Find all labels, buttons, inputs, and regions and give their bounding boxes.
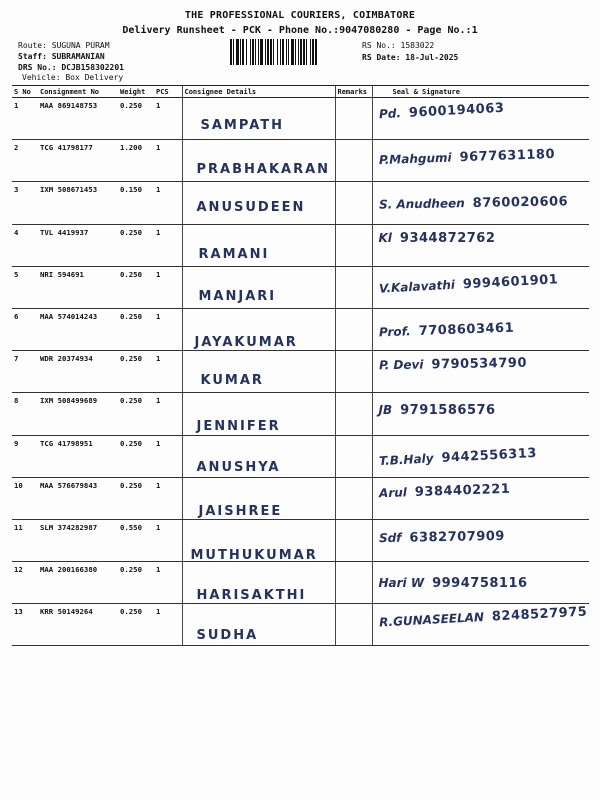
cell-remarks <box>335 604 372 646</box>
cell-signature <box>372 604 589 646</box>
cell-signature <box>372 519 589 561</box>
cell-weight: 0.250 <box>118 477 154 519</box>
cell-remarks <box>335 140 372 182</box>
cell-consignment-no: TVL 4419937 <box>38 224 118 266</box>
cell-weight: 0.250 <box>118 266 154 308</box>
signature-name: P. Devi <box>378 357 424 373</box>
signature-phone: 9994758116 <box>432 576 528 592</box>
cell-sno: 4 <box>12 224 38 266</box>
company-name: THE PROFESSIONAL COURIERS, COIMBATORE <box>184 10 416 21</box>
route-label: Route: SUGUNA PURAM <box>18 41 110 50</box>
signature-phone: 7708603461 <box>417 320 514 339</box>
signature-phone: 9677631180 <box>458 147 555 166</box>
cell-signature <box>372 98 589 140</box>
signature-name: Hari W <box>378 576 425 591</box>
cell-consignment-no: NRI 594691 <box>38 266 118 308</box>
cell-sno: 7 <box>12 351 38 393</box>
table-row <box>12 98 589 140</box>
drs-number: DRS No.: DCJB158302201 <box>18 63 124 72</box>
cell-weight: 0.250 <box>118 393 154 435</box>
cell-sno: 3 <box>12 182 38 224</box>
cell-consignee <box>182 224 335 266</box>
table-header-row <box>12 86 589 98</box>
consignee-name: ANUSUDEEN <box>196 200 306 216</box>
cell-remarks <box>335 351 372 393</box>
signature-name: R.GUNASEELAN <box>378 610 484 630</box>
signature-phone: 9791586576 <box>400 403 496 419</box>
consignee-name: MANJARI <box>198 288 277 304</box>
table-row <box>12 519 589 561</box>
signature-scrawl <box>378 147 554 168</box>
cell-weight: 0.250 <box>118 562 154 604</box>
signature-phone: 9344872762 <box>399 230 496 246</box>
signature-name: Pd. <box>378 106 401 122</box>
col-sno: S No <box>12 86 38 98</box>
cell-consignee <box>182 182 335 224</box>
cell-remarks <box>335 393 372 435</box>
consignee-name: HARISAKTHI <box>196 588 307 604</box>
cell-signature <box>372 351 589 393</box>
cell-sno: 8 <box>12 393 38 435</box>
table-row <box>12 182 589 224</box>
cell-sno: 2 <box>12 140 38 182</box>
cell-pcs: 1 <box>154 351 182 393</box>
table-row <box>12 308 589 350</box>
cell-pcs: 1 <box>154 308 182 350</box>
cell-sno: 5 <box>12 266 38 308</box>
cell-consignment-no: MAA 576679843 <box>38 477 118 519</box>
cell-consignee <box>182 351 335 393</box>
signature-name: Arul <box>378 485 407 500</box>
signature-name: Prof. <box>378 324 411 340</box>
rs-date: RS Date: 18-Jul-2025 <box>362 53 459 62</box>
cell-consignee <box>182 562 335 604</box>
cell-consignee <box>182 140 335 182</box>
cell-consignee <box>182 477 335 519</box>
cell-weight: 0.250 <box>118 98 154 140</box>
cell-pcs: 1 <box>154 224 182 266</box>
cell-signature <box>372 182 589 224</box>
table-row <box>12 477 589 519</box>
signature-scrawl <box>378 445 537 468</box>
signature-name: Sdf <box>378 530 402 545</box>
cell-consignee <box>182 604 335 646</box>
signature-scrawl <box>379 576 528 591</box>
cell-remarks <box>335 266 372 308</box>
cell-signature <box>372 266 589 308</box>
cell-signature <box>372 140 589 182</box>
cell-weight: 0.250 <box>118 435 154 477</box>
cell-signature <box>372 435 589 477</box>
runsheet-table <box>12 85 589 646</box>
signature-scrawl <box>379 231 496 246</box>
table-row <box>12 393 589 435</box>
cell-weight: 0.250 <box>118 224 154 266</box>
cell-consignment-no: MAA 574014243 <box>38 308 118 350</box>
vehicle-label: Vehicle: Box Delivery <box>22 73 124 82</box>
signature-scrawl <box>378 272 558 296</box>
signature-phone: 9384402221 <box>414 481 511 500</box>
cell-signature <box>372 308 589 350</box>
cell-weight: 1.200 <box>118 140 154 182</box>
cell-consignment-no: MAA 200166380 <box>38 562 118 604</box>
signature-phone: 8760020606 <box>472 194 568 212</box>
cell-consignment-no: TCG 41798951 <box>38 435 118 477</box>
cell-consignee <box>182 98 335 140</box>
cell-pcs: 1 <box>154 182 182 224</box>
cell-sno: 6 <box>12 308 38 350</box>
cell-consignee <box>182 435 335 477</box>
cell-consignment-no: TCG 41798177 <box>38 140 118 182</box>
cell-consignee <box>182 393 335 435</box>
table-row <box>12 562 589 604</box>
cell-pcs: 1 <box>154 477 182 519</box>
cell-weight: 0.250 <box>118 308 154 350</box>
cell-remarks <box>335 562 372 604</box>
signature-name: S. Anudheen <box>378 196 465 213</box>
cell-sno: 11 <box>12 519 38 561</box>
cell-consignee <box>182 266 335 308</box>
consignee-name: JAYAKUMAR <box>194 334 298 350</box>
cell-pcs: 1 <box>154 604 182 646</box>
signature-phone: 8248527975 <box>491 604 588 625</box>
cell-consignment-no: KRR 50149264 <box>38 604 118 646</box>
signature-phone: 9600194063 <box>408 100 505 121</box>
col-consignee: Consignee Details <box>182 86 335 98</box>
cell-consignment-no: IXM 508671453 <box>38 182 118 224</box>
cell-sno: 9 <box>12 435 38 477</box>
table-row <box>12 435 589 477</box>
cell-weight: 0.150 <box>118 182 154 224</box>
consignee-name: JAISHREE <box>198 503 283 519</box>
col-weight: Weight <box>118 86 154 98</box>
signature-name: JB <box>378 403 393 418</box>
col-pcs: PCS <box>154 86 182 98</box>
cell-consignee <box>182 308 335 350</box>
cell-consignee <box>182 519 335 561</box>
signature-scrawl <box>378 321 514 341</box>
rs-number: RS No.: 1583022 <box>362 41 435 50</box>
barcode <box>230 39 347 65</box>
cell-consignment-no: IXM 508499689 <box>38 393 118 435</box>
cell-weight: 0.250 <box>118 604 154 646</box>
cell-remarks <box>335 435 372 477</box>
signature-scrawl <box>378 481 510 501</box>
cell-sno: 13 <box>12 604 38 646</box>
signature-name: T.B.Haly <box>378 450 434 468</box>
signature-name: V.Kalavathi <box>378 277 455 296</box>
col-signature: Seal & Signature <box>372 86 589 98</box>
signature-phone: 9442556313 <box>440 445 537 466</box>
signature-name: Kl <box>378 230 392 245</box>
signature-scrawl <box>378 356 526 374</box>
cell-remarks <box>335 308 372 350</box>
cell-remarks <box>335 224 372 266</box>
signature-phone: 9994601901 <box>462 272 559 293</box>
staff-label: Staff: SUBRAMANIAN <box>18 52 105 61</box>
cell-pcs: 1 <box>154 98 182 140</box>
table-row <box>12 266 589 308</box>
cell-consignment-no: WDR 20374934 <box>38 351 118 393</box>
signature-scrawl <box>379 403 496 418</box>
cell-weight: 0.250 <box>118 351 154 393</box>
cell-weight: 0.550 <box>118 519 154 561</box>
table-row <box>12 351 589 393</box>
cell-sno: 10 <box>12 477 38 519</box>
runsheet-title: Delivery Runsheet - PCK - Phone No.:9047080280 - Page No.:1 <box>122 25 478 36</box>
cell-remarks <box>335 519 372 561</box>
table-row <box>12 140 589 182</box>
consignee-name: RAMANI <box>198 246 270 262</box>
cell-sno: 12 <box>12 562 38 604</box>
cell-signature <box>372 477 589 519</box>
barcode-bar <box>315 39 317 65</box>
cell-pcs: 1 <box>154 393 182 435</box>
table-row <box>12 224 589 266</box>
cell-remarks <box>335 182 372 224</box>
consignee-name: PRABHAKARAN <box>196 162 331 178</box>
cell-consignment-no: MAA 869148753 <box>38 98 118 140</box>
signature-phone: 9790534790 <box>430 355 527 373</box>
cell-sno: 1 <box>12 98 38 140</box>
consignee-name: MUTHUKUMAR <box>190 547 318 563</box>
cell-pcs: 1 <box>154 562 182 604</box>
cell-pcs: 1 <box>154 435 182 477</box>
cell-remarks <box>335 477 372 519</box>
cell-consignment-no: SLM 374282987 <box>38 519 118 561</box>
col-consignment: Consignment No <box>38 86 118 98</box>
consignee-name: JENNIFER <box>196 419 281 435</box>
cell-signature <box>372 393 589 435</box>
table-row <box>12 604 589 646</box>
cell-pcs: 1 <box>154 140 182 182</box>
signature-name: P.Mahgumi <box>378 150 452 168</box>
cell-pcs: 1 <box>154 519 182 561</box>
cell-signature <box>372 224 589 266</box>
consignee-name: SAMPATH <box>200 118 284 133</box>
consignee-name: KUMAR <box>200 373 264 389</box>
signature-phone: 6382707909 <box>408 528 505 546</box>
consignee-name: ANUSHYA <box>196 459 281 475</box>
cell-pcs: 1 <box>154 266 182 308</box>
signature-scrawl <box>378 195 567 213</box>
cell-remarks <box>335 98 372 140</box>
signature-scrawl <box>378 529 504 546</box>
col-remarks: Remarks <box>335 86 372 98</box>
cell-signature <box>372 562 589 604</box>
signature-scrawl <box>378 605 587 631</box>
consignee-name: SUDHA <box>196 628 259 644</box>
signature-scrawl <box>378 101 504 123</box>
